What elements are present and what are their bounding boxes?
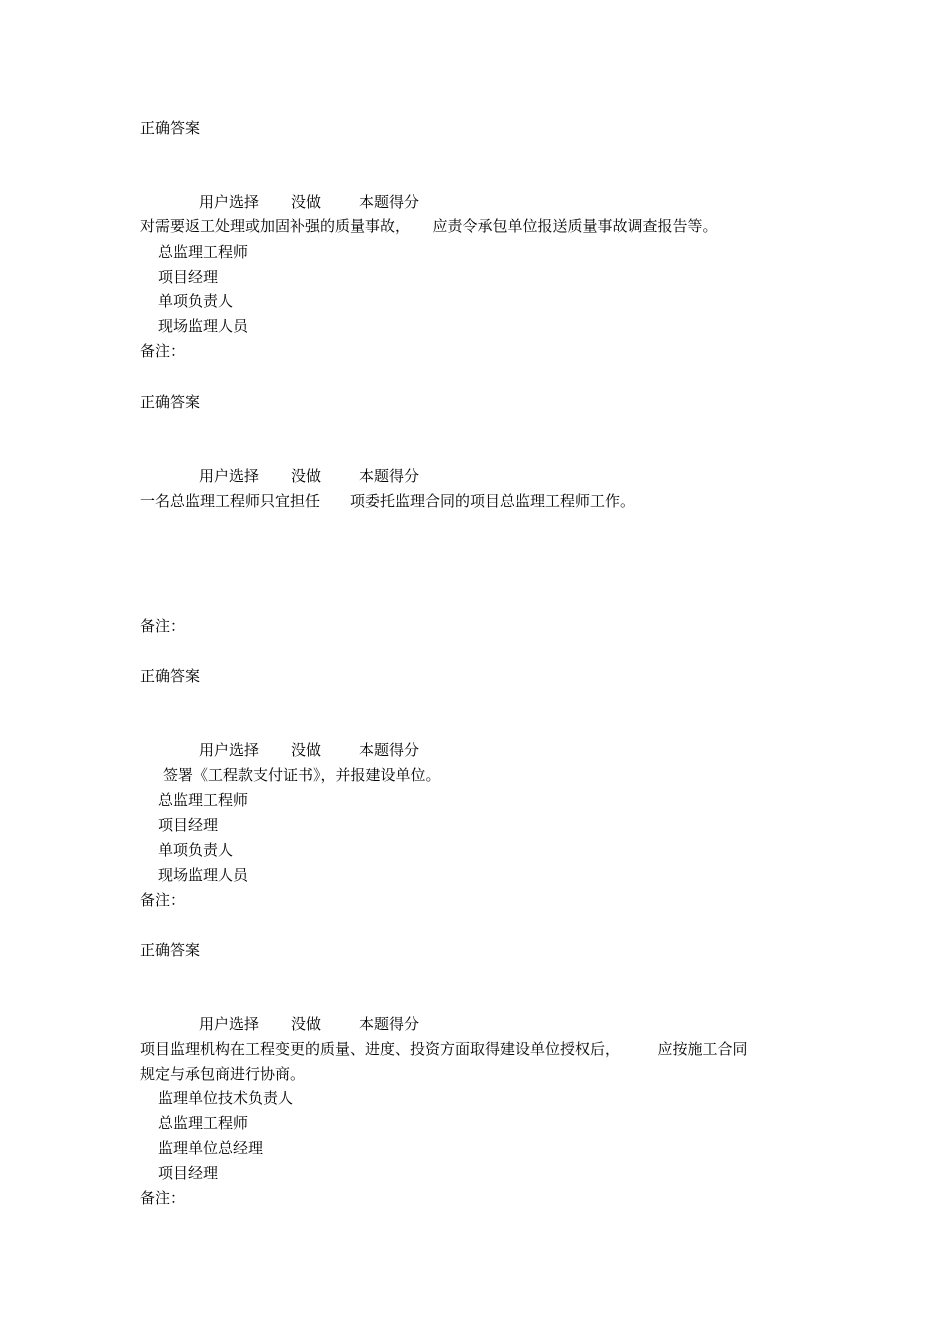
option-b[interactable]: 总监理工程师 [158, 1114, 249, 1132]
option-c[interactable]: 单项负责人 [158, 841, 234, 859]
score-row [0, 466, 950, 486]
note-label: 备注： [140, 617, 186, 635]
option-b[interactable]: 项目经理 [158, 268, 219, 286]
correct-answer-label: 正确答案 [140, 393, 201, 411]
note-label: 备注： [140, 342, 186, 360]
not-done-value: 没做 [291, 741, 322, 759]
correct-answer-label: 正确答案 [140, 119, 201, 137]
question-stem: 一名总监理工程师只宜担任 项委托监理合同的项目总监理工程师工作。 [140, 492, 636, 510]
score-row [0, 192, 950, 212]
option-d[interactable]: 现场监理人员 [158, 317, 249, 335]
option-c[interactable]: 单项负责人 [158, 292, 234, 310]
note-label: 备注： [140, 1189, 186, 1207]
question-stem: 签署《工程款支付证书》，并报建设单位。 [163, 766, 441, 784]
not-done-value: 没做 [291, 1015, 322, 1033]
question-stem: 对需要返工处理或加固补强的质量事故， 应责令承包单位报送质量事故调查报告等。 [140, 217, 718, 235]
option-d[interactable]: 现场监理人员 [158, 866, 249, 884]
correct-answer-label: 正确答案 [140, 941, 201, 959]
option-b[interactable]: 项目经理 [158, 816, 219, 834]
user-choice-label: 用户选择 [199, 467, 260, 485]
score-label: 本题得分 [359, 741, 420, 759]
question-stem-line-2: 规定与承包商进行协商。 [140, 1065, 306, 1083]
question-stem-line-1: 项目监理机构在工程变更的质量、进度、投资方面取得建设单位授权后， 应按施工合同 [140, 1040, 748, 1058]
correct-answer-label: 正确答案 [140, 667, 201, 685]
option-c[interactable]: 监理单位总经理 [158, 1139, 264, 1157]
score-label: 本题得分 [359, 193, 420, 211]
user-choice-label: 用户选择 [199, 741, 260, 759]
option-a[interactable]: 总监理工程师 [158, 243, 249, 261]
user-choice-label: 用户选择 [199, 193, 260, 211]
score-row [0, 740, 950, 760]
option-a[interactable]: 监理单位技术负责人 [158, 1089, 294, 1107]
not-done-value: 没做 [291, 467, 322, 485]
not-done-value: 没做 [291, 193, 322, 211]
score-label: 本题得分 [359, 467, 420, 485]
option-a[interactable]: 总监理工程师 [158, 791, 249, 809]
score-row [0, 1014, 950, 1034]
score-label: 本题得分 [359, 1015, 420, 1033]
option-d[interactable]: 项目经理 [158, 1164, 219, 1182]
user-choice-label: 用户选择 [199, 1015, 260, 1033]
note-label: 备注： [140, 891, 186, 909]
